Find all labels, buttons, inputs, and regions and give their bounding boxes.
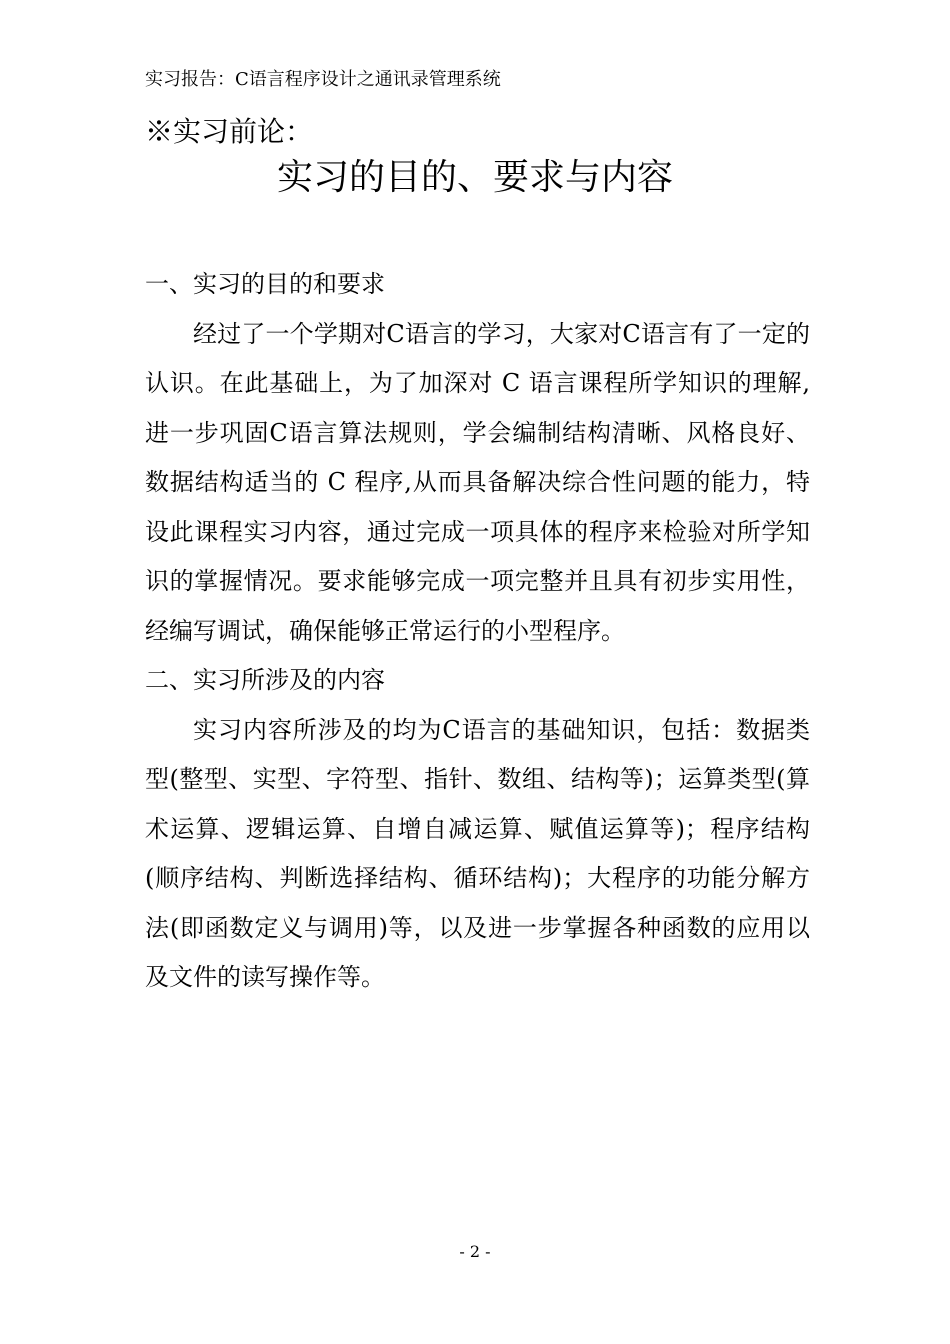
section-heading-content: 二、实习所涉及的内容 xyxy=(145,666,385,694)
page-number: - 2 - xyxy=(459,1242,491,1261)
running-header: 实习报告：C语言程序设计之通讯录管理系统 xyxy=(145,69,501,90)
section-paragraph-content: 实习内容所涉及的均为C语言的基础知识，包括：数据类型(整型、实型、字符型、指针、数组、结构等)；运算类型(算术运算、逻辑运算、自增自减运算、赋值运算等)；程序结构(顺序结构、判断选择结构、循环结构)；大程序的功能分解方法(即函数定义与调用)等，以及进一步掌握各种函数的应用以及文件的读写操作等。 xyxy=(145,715,810,991)
main-title: 实习的目的、要求与内容 xyxy=(276,157,673,198)
section-paragraph-purpose: 经过了一个学期对C语言的学习，大家对C语言有了一定的认识。在此基础上，为了加深对 C 语言课程所学知识的理解,进一步巩固C语言算法规则，学会编制结构清晰、风格良好、数据结构适当的 C 程序,从而具备解决综合性问题的能力，特设此课程实习内容，通过完成一项具体的程序来检验对所学知识的掌握情况。要求能够完成一项完整并且具有初步实用性，经编写调试，确保能够正常运行的小型程序。 xyxy=(145,319,810,645)
section-heading-purpose: 一、实习的目的和要求 xyxy=(145,270,385,298)
body-content xyxy=(145,260,810,1003)
preface-title: ※实习前论： xyxy=(145,115,314,148)
